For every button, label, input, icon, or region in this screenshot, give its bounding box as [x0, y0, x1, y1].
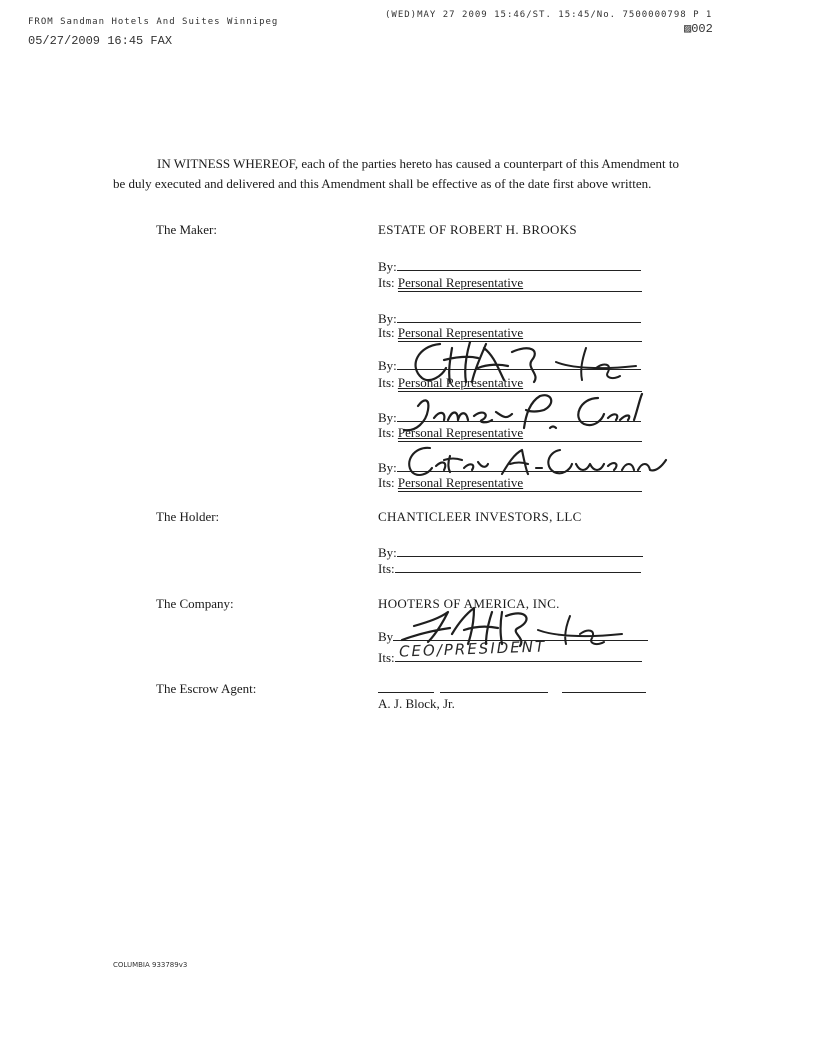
- signature-maker-5-image: [394, 442, 674, 482]
- witness-paragraph: [113, 154, 683, 194]
- company-title-handwritten: CEO/PRESIDENT: [398, 637, 547, 661]
- maker-title-3: Personal Representative: [397, 375, 524, 390]
- company-by-label: By: [378, 629, 394, 644]
- maker-its-line-1: [378, 275, 642, 293]
- holder-its-line: [378, 561, 641, 579]
- maker-title-1: Personal Representative: [397, 275, 524, 290]
- maker-its-label-1: Its:: [378, 275, 395, 290]
- escrow-label: The Escrow Agent:: [156, 681, 257, 696]
- holder-by-blank: [397, 556, 643, 557]
- fax-transmit-line: (WED)MAY 27 2009 15:46/ST. 15:45/No. 7500000798 P 1: [385, 10, 713, 20]
- maker-label: The Maker:: [156, 222, 218, 237]
- holder-label: The Holder:: [156, 509, 220, 524]
- holder-by-label: By:: [378, 545, 397, 560]
- maker-by-label-1: By:: [378, 259, 397, 274]
- signature-maker-3-image: [397, 338, 660, 390]
- escrow-sign-line-part-2: [440, 692, 548, 693]
- maker-title-2: Personal Representative: [397, 325, 524, 340]
- fax-date-line: 05/27/2009 16:45 FAX: [28, 34, 173, 48]
- witness-paragraph-text: IN WITNESS WHEREOF, each of the parties hereto has caused a counterpart of this Amendment to be duly executed and delivered and this Amendment shall be effective as of the date first above written.: [113, 156, 679, 191]
- maker-by-label-5: By:: [378, 460, 397, 475]
- holder-its-blank: [395, 572, 641, 573]
- company-label: The Company:: [156, 596, 234, 611]
- maker-its-label-4: Its:: [378, 425, 395, 440]
- footer-doc-id: COLUMBIA 933789v3: [113, 961, 188, 969]
- maker-its-label-3: Its:: [378, 375, 395, 390]
- maker-by-label-4: By:: [378, 410, 397, 425]
- signature-company-image: [388, 604, 638, 650]
- maker-its-label-2: Its:: [378, 325, 395, 340]
- maker-its-value-1: [398, 275, 642, 292]
- holder-name: CHANTICLEER INVESTORS, LLC: [378, 509, 582, 524]
- maker-name: ESTATE OF ROBERT H. BROOKS: [378, 222, 577, 237]
- maker-title-5: Personal Representative: [397, 475, 524, 490]
- company-its-label: Its:: [378, 650, 395, 665]
- escrow-sign-line-part-3: [562, 692, 646, 693]
- maker-by-label-2: By:: [378, 311, 397, 326]
- maker-its-label-5: Its:: [378, 475, 395, 490]
- fax-page-marker: ▨002: [684, 22, 713, 36]
- company-name: HOOTERS OF AMERICA, INC.: [378, 596, 560, 611]
- escrow-sign-line-part-1: [378, 692, 434, 693]
- maker-title-4: Personal Representative: [397, 425, 524, 440]
- fax-from-line: FROM Sandman Hotels And Suites Winnipeg: [28, 17, 279, 27]
- maker-by-blank-1: [397, 270, 641, 271]
- escrow-name: A. J. Block, Jr.: [378, 696, 455, 711]
- maker-by-label-3: By:: [378, 358, 397, 373]
- signature-maker-4-image: [390, 388, 650, 438]
- maker-by-blank-2: [397, 322, 641, 323]
- holder-its-label: Its:: [378, 561, 395, 576]
